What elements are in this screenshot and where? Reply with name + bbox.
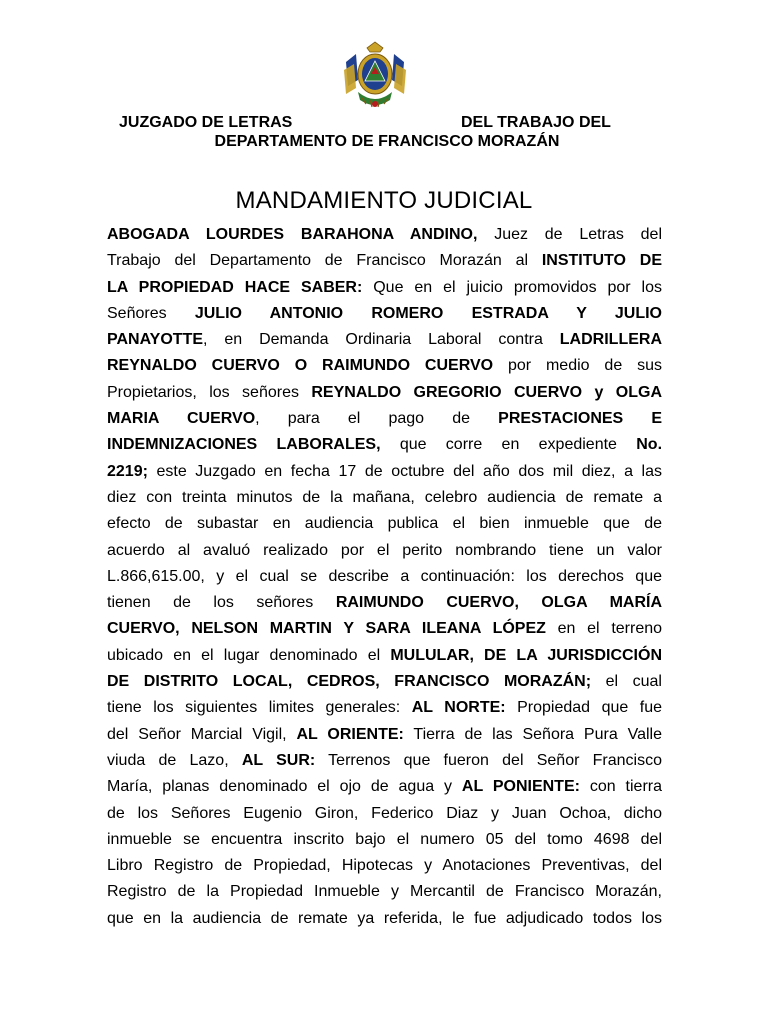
bold-text: INDEMNIZACIONES LABORALES, bbox=[107, 436, 381, 454]
body-line bbox=[107, 406, 662, 432]
body-line bbox=[107, 380, 662, 406]
bold-text: No. bbox=[636, 436, 662, 454]
body-text-segment: Libro Registro de Propiedad, Hipotecas y Anotaciones Preventivas, del bbox=[107, 857, 662, 875]
body-line bbox=[107, 879, 662, 905]
body-line bbox=[107, 774, 662, 800]
body-text-segment: Terrenos que fueron del Señor Francisco bbox=[315, 751, 662, 769]
body-line bbox=[107, 827, 662, 853]
coat-of-arms-icon bbox=[340, 40, 410, 112]
body-line bbox=[107, 538, 662, 564]
body-text-segment: efecto de subastar en audiencia publica el bien inmueble que de bbox=[107, 515, 662, 533]
bold-text: RAIMUNDO CUERVO, OLGA MARÍA bbox=[335, 594, 662, 612]
body-text-segment: con tierra bbox=[579, 778, 662, 796]
bold-text: AL PONIENTE: bbox=[461, 778, 580, 796]
court-name-right: DEL TRABAJO DEL bbox=[461, 114, 611, 131]
body-line bbox=[107, 590, 662, 616]
bold-text: LA PROPIEDAD HACE SABER: bbox=[107, 278, 363, 296]
bold-text: JULIO ANTONIO ROMERO ESTRADA Y JULIO bbox=[194, 304, 662, 322]
body-text-segment: Juez de Letras del bbox=[477, 226, 662, 243]
bold-text: INSTITUTO DE bbox=[541, 252, 662, 270]
body-text-segment: María, planas denominado el ojo de agua y bbox=[107, 778, 462, 796]
bold-text: DE DISTRITO LOCAL, CEDROS, FRANCISCO MORAZÁN; bbox=[107, 673, 592, 691]
body-text-segment: Propietarios, los señores bbox=[107, 383, 312, 401]
bold-text: 2219; bbox=[107, 462, 148, 480]
body-text-segment: este Juzgado en fecha 17 de octubre del año dos mil diez, a las bbox=[147, 462, 662, 480]
document-body bbox=[107, 222, 662, 932]
body-text-segment: tiene los siguientes limites generales: bbox=[107, 699, 412, 717]
body-line bbox=[107, 853, 662, 879]
body-text-segment: viuda de Lazo, bbox=[107, 751, 242, 769]
body-text-segment: que en la audiencia de remate ya referida, le fue adjudicado todos los bbox=[107, 909, 662, 927]
body-text-segment: , para el pago de bbox=[255, 410, 499, 428]
bold-text: REYNALDO CUERVO O RAIMUNDO CUERVO bbox=[107, 357, 494, 375]
bold-text: LADRILLERA bbox=[559, 331, 662, 349]
body-text-segment: de los Señores Eugenio Giron, Federico Diaz y Juan Ochoa, dicho bbox=[107, 804, 662, 822]
bold-text: PANAYOTTE bbox=[107, 331, 204, 349]
body-line bbox=[107, 643, 662, 669]
body-text-segment: L.866,615.00, y el cual se describe a continuación: los derechos que bbox=[107, 567, 662, 585]
bold-text: PRESTACIONES E bbox=[498, 410, 662, 428]
body-text-segment: que corre en expediente bbox=[380, 436, 637, 454]
body-text-segment: Registro de la Propiedad Inmueble y Mercantil de Francisco Morazán, bbox=[107, 883, 662, 901]
body-text-segment: Que en el juicio promovidos por los bbox=[362, 278, 662, 296]
body-line bbox=[107, 353, 662, 379]
bold-text: CUERVO, NELSON MARTIN Y SARA ILEANA LÓPEZ bbox=[107, 620, 546, 638]
bold-text: REYNALDO GREGORIO CUERVO y OLGA bbox=[311, 383, 662, 401]
body-text-segment: el cual bbox=[591, 673, 662, 691]
body-text-segment: en el terreno bbox=[545, 620, 662, 638]
body-line bbox=[107, 275, 662, 301]
body-text-segment: Tierra de las Señora Pura Valle bbox=[403, 725, 662, 743]
bold-text: MULULAR, DE LA JURISDICCIÓN bbox=[390, 646, 662, 664]
body-line bbox=[107, 511, 662, 537]
body-line bbox=[107, 669, 662, 695]
body-line bbox=[107, 485, 662, 511]
bold-text: AL ORIENTE: bbox=[296, 725, 404, 743]
body-line bbox=[107, 722, 662, 748]
body-text-segment: tienen de los señores bbox=[107, 594, 336, 612]
body-text-segment: Señores bbox=[107, 304, 195, 322]
body-line bbox=[107, 222, 662, 248]
body-text-segment: inmueble se encuentra inscrito bajo el numero 05 del tomo 4698 del bbox=[107, 830, 662, 848]
body-line bbox=[107, 906, 662, 932]
body-line bbox=[107, 301, 662, 327]
body-text-segment: por medio de sus bbox=[493, 357, 662, 375]
court-name-left: JUZGADO DE LETRAS bbox=[119, 114, 293, 131]
body-line bbox=[107, 801, 662, 827]
body-text-segment: , en Demanda Ordinaria Laboral contra bbox=[203, 331, 560, 349]
body-text-segment: Propiedad que fue bbox=[505, 699, 662, 717]
body-text-segment: diez con treinta minutos de la mañana, celebro audiencia de remate a bbox=[107, 488, 662, 506]
court-header-line-1 bbox=[0, 113, 768, 133]
body-line bbox=[107, 695, 662, 721]
bold-text: MARIA CUERVO bbox=[107, 410, 256, 428]
bold-text: ABOGADA LOURDES BARAHONA ANDINO, bbox=[107, 226, 478, 243]
bold-text: AL NORTE: bbox=[411, 699, 506, 717]
body-text-segment: Trabajo del Departamento de Francisco Morazán al bbox=[107, 252, 542, 270]
document-title: MANDAMIENTO JUDICIAL bbox=[235, 187, 533, 214]
body-line bbox=[107, 432, 662, 458]
body-line bbox=[107, 459, 662, 485]
body-line bbox=[107, 327, 662, 353]
body-line bbox=[107, 616, 662, 642]
body-text-segment: acuerdo al avaluó realizado por el perito nombrando tiene un valor bbox=[107, 541, 662, 559]
court-department: DEPARTAMENTO DE FRANCISCO MORAZÁN bbox=[214, 133, 560, 150]
bold-text: AL SUR: bbox=[241, 751, 316, 769]
body-line bbox=[107, 248, 662, 274]
body-text-segment: ubicado en el lugar denominado el bbox=[107, 646, 391, 664]
body-line bbox=[107, 748, 662, 774]
body-line bbox=[107, 564, 662, 590]
body-text-segment: del Señor Marcial Vigil, bbox=[107, 725, 297, 743]
